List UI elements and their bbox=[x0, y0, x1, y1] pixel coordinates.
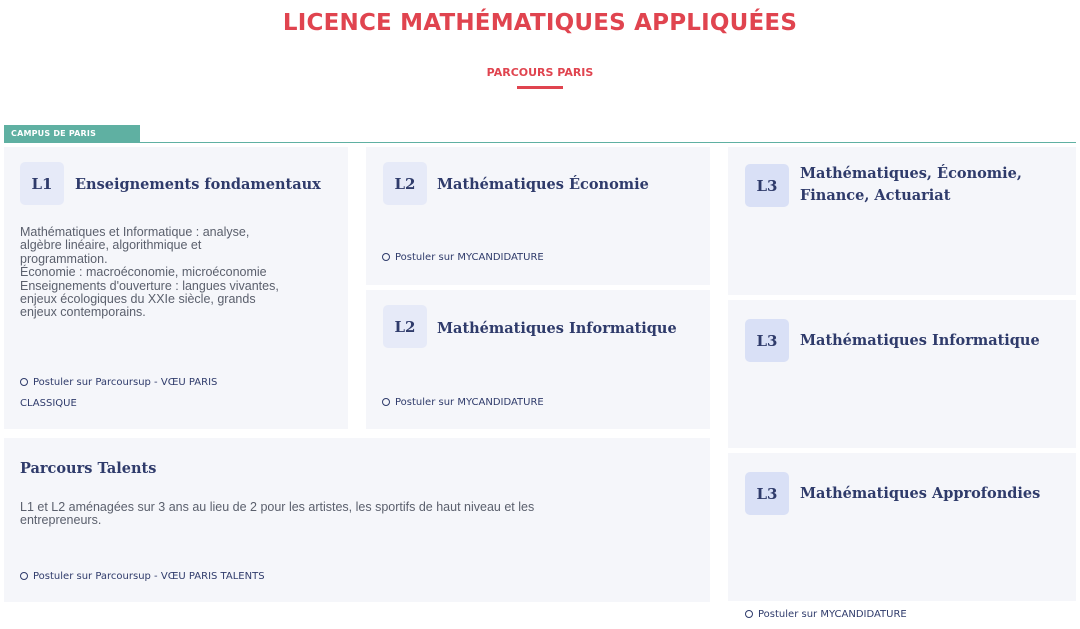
year-badge-l3: L3 bbox=[745, 319, 789, 362]
description-line: enjeux écologiques du XXIe siècle, grands bbox=[20, 292, 256, 307]
year-badge-l1: L1 bbox=[20, 162, 64, 205]
description-line: programmation. bbox=[20, 251, 108, 266]
card-l3-mathematiques-economie-finance bbox=[728, 147, 1076, 295]
card-l2-mathematiques-economie bbox=[366, 147, 710, 285]
description-line: algèbre linéaire, algorithmique et bbox=[20, 238, 202, 253]
card-title: Mathématiques Économie bbox=[437, 176, 649, 193]
card-title: Mathématiques Approfondies bbox=[800, 485, 1041, 502]
card-title: Enseignements fondamentaux bbox=[75, 176, 321, 193]
description-line: Mathématiques et Informatique : analyse, bbox=[20, 225, 250, 239]
card-title: Mathématiques Informatique bbox=[800, 332, 1040, 349]
card-parcours-talents bbox=[4, 438, 710, 602]
description-line: enjeux contemporains. bbox=[20, 305, 146, 320]
description-line: Enseignements d'ouverture : langues vivantes, bbox=[20, 278, 279, 293]
circle-bullet-icon bbox=[745, 610, 753, 618]
link-text: Postuler sur MYCANDIDATURE bbox=[758, 609, 907, 620]
mycandidature-link[interactable] bbox=[382, 392, 544, 413]
link-text: Postuler sur Parcoursup - VŒU PARIS TALENTS bbox=[33, 571, 265, 582]
campus-divider bbox=[4, 142, 1076, 143]
card-l3-mathematiques-informatique bbox=[728, 300, 1076, 448]
link-text: Postuler sur Parcoursup - VŒU PARIS bbox=[33, 377, 218, 388]
description-line: L1 et L2 aménagées sur 3 ans au lieu de 2 pour les artistes, les sportifs de haut niveau et les bbox=[20, 500, 535, 514]
subtitle-underline bbox=[517, 86, 563, 89]
card-title-line: Mathématiques, Économie, bbox=[800, 165, 1022, 182]
year-badge-l3: L3 bbox=[745, 164, 789, 207]
circle-bullet-icon bbox=[20, 378, 28, 386]
mycandidature-link[interactable] bbox=[382, 247, 544, 268]
year-badge-l2: L2 bbox=[383, 305, 427, 348]
year-badge-l2: L2 bbox=[383, 162, 427, 205]
campus-badge: CAMPUS DE PARIS bbox=[4, 125, 140, 142]
link-text: Postuler sur MYCANDIDATURE bbox=[395, 252, 544, 263]
year-badge-l3: L3 bbox=[745, 472, 789, 515]
description-line: entrepreneurs. bbox=[20, 513, 102, 528]
card-l3-mathematiques-approfondies bbox=[728, 453, 1076, 601]
card-description bbox=[20, 501, 534, 528]
card-l2-mathematiques-informatique bbox=[366, 290, 710, 429]
card-title: Parcours Talents bbox=[20, 460, 157, 477]
parcoursup-classique-link[interactable] bbox=[20, 372, 217, 414]
description-line: Économie : macroéconomie, microéconomie bbox=[20, 265, 267, 280]
card-title bbox=[800, 163, 1022, 207]
circle-bullet-icon bbox=[382, 398, 390, 406]
link-text: CLASSIQUE bbox=[20, 398, 77, 409]
circle-bullet-icon bbox=[20, 572, 28, 580]
parcoursup-talents-link[interactable] bbox=[20, 566, 265, 587]
card-description bbox=[20, 226, 279, 320]
l3-mycandidature-link[interactable] bbox=[745, 604, 907, 625]
card-title: Mathématiques Informatique bbox=[437, 320, 677, 337]
card-title-line: Finance, Actuariat bbox=[800, 187, 951, 204]
circle-bullet-icon bbox=[382, 253, 390, 261]
page-title: LICENCE MATHÉMATIQUES APPLIQUÉES bbox=[282, 10, 798, 36]
card-l1-enseignements-fondamentaux bbox=[4, 147, 348, 429]
link-text: Postuler sur MYCANDIDATURE bbox=[395, 397, 544, 408]
parcours-subtitle: PARCOURS PARIS bbox=[486, 66, 594, 79]
